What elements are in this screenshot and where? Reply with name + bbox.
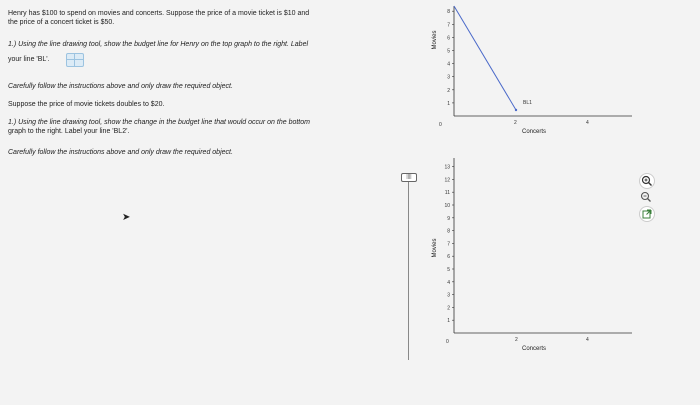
zoom-out-icon xyxy=(639,190,653,204)
bl1-label: BL1 xyxy=(523,100,532,106)
bottom-x-tick-2: 2 xyxy=(515,337,518,343)
top-x-tick-4: 4 xyxy=(586,120,589,126)
bottom-y-tick-12: 12 xyxy=(444,177,450,184)
top-y-tick-6: 6 xyxy=(447,35,450,42)
graph-area[interactable] xyxy=(410,0,640,405)
top-x-tick-2: 2 xyxy=(514,120,517,126)
top-x-tick-0: 0 xyxy=(439,122,442,128)
top-y-tick-1: 1 xyxy=(447,100,450,107)
bottom-y-tick-3: 3 xyxy=(447,292,450,299)
bottom-y-tick-6: 6 xyxy=(447,254,450,261)
intro-line-2: the price of a concert ticket is $50. xyxy=(8,19,115,26)
bottom-y-tick-1: 1 xyxy=(447,318,450,325)
bottom-x-axis-label: Concerts xyxy=(522,346,547,352)
bottom-y-tick-9: 9 xyxy=(447,215,450,222)
zoom-out-button[interactable] xyxy=(639,190,655,206)
open-external-button[interactable] xyxy=(639,206,655,222)
top-graph[interactable] xyxy=(432,6,632,135)
budget-line-bl1[interactable] xyxy=(454,6,516,110)
bottom-y-tick-7: 7 xyxy=(447,241,450,248)
step1-line-1: 1.) Using the line drawing tool, show the budget line for Henry on the top graph to the right. Label xyxy=(8,41,309,48)
top-x-axis-label: Concerts xyxy=(522,129,547,135)
external-link-icon xyxy=(640,207,654,221)
instruction-1: Carefully follow the instructions above and only draw the required object. xyxy=(8,83,233,90)
bottom-y-tick-5: 5 xyxy=(447,267,450,273)
answer-grid-icon[interactable] xyxy=(66,53,84,67)
bottom-y-tick-2: 2 xyxy=(447,305,450,312)
zoom-in-button[interactable] xyxy=(639,173,655,189)
step1-line-2: your line 'BL'. xyxy=(8,56,50,63)
top-y-tick-2: 2 xyxy=(447,87,450,94)
bottom-x-tick-4: 4 xyxy=(586,337,589,343)
top-y-tick-8: 8 xyxy=(447,9,450,16)
instruction-2: Carefully follow the instructions above and only draw the required object. xyxy=(8,149,233,156)
bottom-x-tick-0: 0 xyxy=(446,339,449,345)
divider-drag-handle[interactable]: |||| xyxy=(401,173,417,182)
zoom-in-icon xyxy=(640,174,654,188)
top-y-tick-3: 3 xyxy=(447,74,450,81)
price-change-text: Suppose the price of movie tickets doubles to $20. xyxy=(8,101,165,108)
bottom-y-tick-11: 11 xyxy=(444,190,450,197)
bottom-y-tick-8: 8 xyxy=(447,228,450,235)
bottom-graph[interactable] xyxy=(432,158,632,352)
bl1-endpoint[interactable] xyxy=(515,109,517,111)
top-y-tick-5: 5 xyxy=(447,48,450,55)
bottom-y-axis-label: Movies xyxy=(432,238,438,258)
step2-line-1: 1.) Using the line drawing tool, show the change in the budget line that would occur on the bottom xyxy=(8,119,310,126)
bottom-y-tick-13: 13 xyxy=(444,164,450,171)
bottom-y-tick-10: 10 xyxy=(444,203,450,209)
top-y-tick-7: 7 xyxy=(447,22,450,29)
bottom-y-tick-4: 4 xyxy=(447,279,450,286)
top-y-axis-label: Movies xyxy=(432,30,438,50)
panel-divider xyxy=(408,175,409,360)
mouse-cursor-icon: ➤ xyxy=(122,212,131,223)
intro-line-1: Henry has $100 to spend on movies and concerts. Suppose the price of a movie ticket is $10 and xyxy=(8,10,310,17)
step2-line-2: graph to the right. Label your line 'BL2'. xyxy=(8,128,130,135)
top-y-tick-4: 4 xyxy=(447,61,450,68)
